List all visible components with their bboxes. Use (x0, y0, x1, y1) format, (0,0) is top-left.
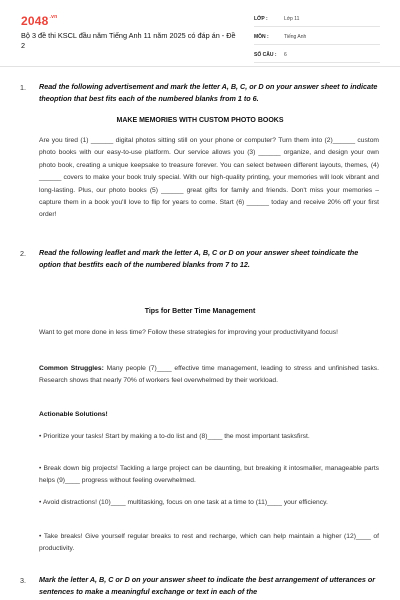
tip-item: • Take breaks! Give yourself regular breaks to rest and recharge, which can help maintain a higher (12)____ of productivity. (39, 533, 379, 553)
meta-row-class (254, 12, 380, 27)
question-instruction: Read the following advertisement and mark the letter A, B, C, or D on your answer sheet to indicate theoption that best fits each of the numbered blanks from 1 to 6. (39, 82, 378, 103)
question-number: 1. (20, 83, 26, 92)
leaflet-intro: Want to get more done in less time? Follow these strategies for improving your productivityand focus! (39, 329, 338, 336)
meta-value: Lớp 11 (284, 16, 300, 22)
tip-item: • Break down big projects! Tackling a large project can be daunting, but breaking it intosmaller, manageable parts helps (9)____ progress without feeling overwhelmed. (39, 465, 379, 485)
question-number: 2. (20, 249, 26, 258)
leaflet-heading: Tips for Better Time Management (144, 308, 256, 315)
site-logo[interactable] (21, 14, 57, 28)
passage-text: Are you tired (1) ______ digital photos sitting still on your phone or computer? Turn them into (2)______ custom photo books with our easy-to-use platform. Our service allows you (3) ______ organize, and design your own photo book, creating a unique keepsake to treasure forever. You can select between different layouts, themes, (4) ______ covers to make your book truly special. With our high-quality printing, your memories will look vibrant and long-lasting. Plus, our photo books (5) ______ great gifts for family and friends. Don't miss your memories – capture them in a book you'll love to flip for years to come. Start (6) ______ today and receive 20% off your first order! (39, 137, 379, 219)
tip-item: • Prioritize your tasks! Start by making a to-do list and (8)____ the most important tasksfirst. (39, 433, 310, 440)
meta-table (254, 12, 380, 66)
page-header (0, 0, 400, 67)
meta-label: SỐ CÂU : (254, 52, 277, 58)
tip-item: • Avoid distractions! (10)____ multitasking, focus on one task at a time to (11)____ your efficiency. (39, 499, 328, 506)
passage-heading: MAKE MEMORIES WITH CUSTOM PHOTO BOOKS (116, 117, 284, 124)
meta-label: LỚP : (254, 16, 268, 22)
meta-label: MÔN : (254, 34, 269, 40)
solutions-label: Actionable Solutions! (39, 411, 108, 418)
meta-row-count (254, 48, 380, 63)
meta-value: 6 (284, 52, 287, 58)
logo-suffix: .vn (49, 14, 58, 20)
question-instruction: Read the following leaflet and mark the letter A, B, C or D on your answer sheet toindicate the option that bestfits each of the numbered blanks from 7 to 12. (39, 248, 359, 269)
struggles-text: Many people (7)____ effective time management, leading to stress and unfinished tasks. Research shows that nearly 70% of workers feel overwhelmed by their workload. (39, 365, 380, 385)
struggles-label: Common Struggles: (39, 365, 104, 372)
document-title: Bộ 3 đề thi KSCL đầu năm Tiếng Anh 11 năm 2025 có đáp án - Đề 2 (21, 31, 236, 50)
logo-text: 2048 (21, 14, 49, 28)
meta-row-subject (254, 30, 380, 45)
question-number: 3. (20, 576, 26, 585)
common-struggles (39, 363, 379, 388)
meta-value: Tiếng Anh (284, 34, 307, 40)
question-instruction: Mark the letter A, B, C or D on your answer sheet to indicate the best arrangement of utterances or sentences to make a meaningful exchange or text in each of the (39, 575, 376, 596)
